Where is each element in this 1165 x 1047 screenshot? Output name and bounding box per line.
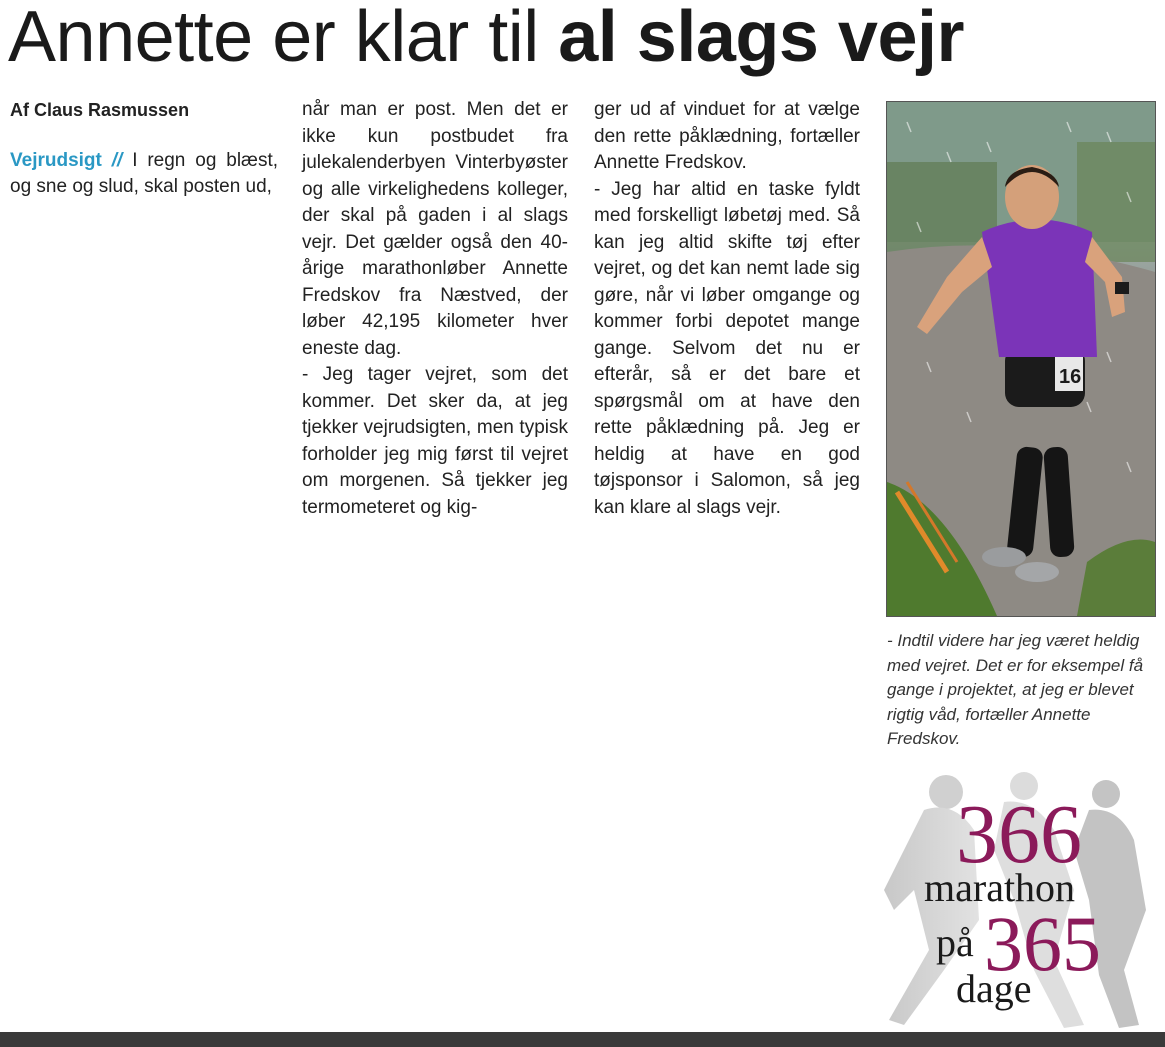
body-paragraph: når man er post. Men det er ikke kun postbudet fra julekalenderbyen Vinterbyøster og alle virkelighedens kolleger, der skal på gaden i al slags vejr. Det gælder også den 40-årige marathonløber Annette Fredskov fra Næstved, der løber 42,195 kilometer hver eneste dag. [302, 99, 568, 359]
kicker-separator: // [111, 149, 123, 171]
headline-light: Annette er klar til [8, 0, 559, 77]
kicker-label: Vejrudsigt [10, 149, 102, 171]
body-paragraph: ger ud af vinduet for at vælge den rette påklædning, fortæller Annette Fredskov. [594, 99, 860, 173]
logo-365: 365 [984, 900, 1101, 987]
runner-illustration [887, 102, 1155, 616]
photo-caption [887, 629, 1157, 752]
article-column-3 [594, 97, 860, 521]
logo-paa: på [936, 920, 974, 965]
article-column-2 [302, 97, 568, 521]
logo-dage: dage [956, 966, 1032, 1011]
body-paragraph: - Jeg har altid en taske fyldt med forskelligt løbetøj med. Så kan jeg altid skifte tøj efter vejret, og det kan nemt lade sig gøre, når vi løber omgange og kommer forbi depotet mange gange. Selvom det nu er efterår, så er det bare et spørgsmål om at have den rette påklædning på. Jeg er heldig at have en god tøjsponsor i Salomon, så jeg kan klare al slags vejr. [594, 178, 860, 518]
footer-bar [0, 1032, 1165, 1047]
headline-bold: al slags vejr [558, 0, 965, 77]
headline [8, 0, 964, 80]
lead-text: I regn og blæst, og sne og slud, skal posten ud, [10, 149, 279, 197]
body-paragraph: - Jeg tager vejret, som det kommer. Det sker da, at jeg tjekker vejrudsigten, men typisk forholder jeg mig først til vejret om morgenen. Så tjekker jeg termometeret og kig- [302, 364, 568, 518]
runner-photo [886, 101, 1156, 617]
byline: Af Claus Rasmussen [10, 100, 190, 120]
logo-graphic [884, 770, 1154, 1032]
logo-marathon: marathon [924, 865, 1076, 910]
bib-number: 16 [1059, 366, 1082, 388]
logo-366: 366 [956, 788, 1082, 881]
caption-text: - Indtil videre har jeg været heldig med vejret. Det er for eksempel få gange i projektet, at jeg er blevet rigtig våd, fortæller Annette Fredskov. [887, 631, 1144, 748]
article-column-1 [10, 97, 278, 201]
marathon-logo [884, 770, 1154, 1032]
lead-paragraph [10, 148, 278, 201]
